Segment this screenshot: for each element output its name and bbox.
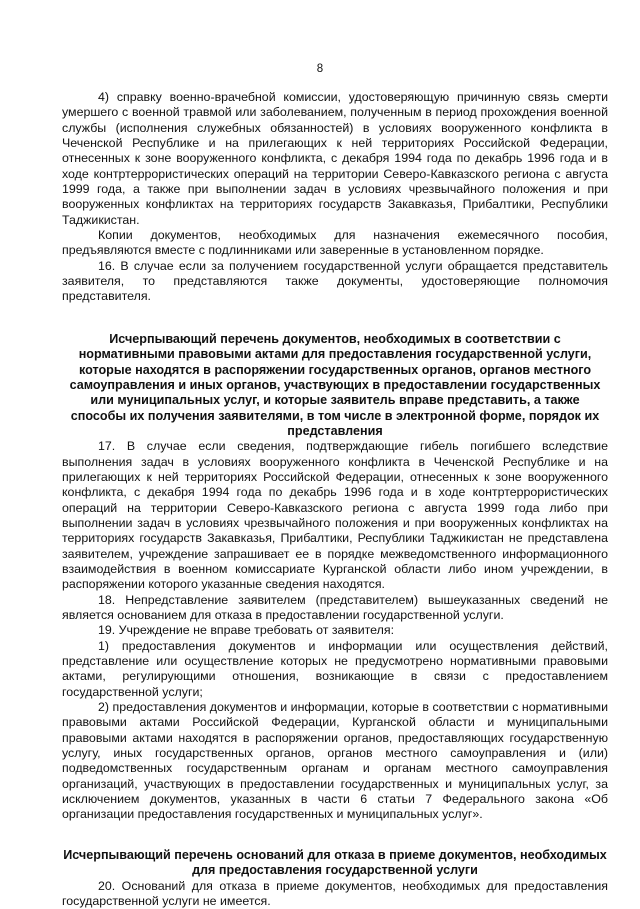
- section-heading-refusal-grounds: Исчерпывающий перечень оснований для отказа в приеме документов, необходимых для предоставления государственной услуги: [62, 848, 608, 879]
- paragraph-19-item-2: 2) предоставления документов и информации, которые в соответствии с нормативными правовыми актами Российской Федерации, Курганской области и муниципальными правовыми актами находятся в распоряжении органов, предоставляющих государственную услугу, иных государственных органов, органов местного самоуправления и (или) подведомственных государственным органам и органам местного самоуправления организаций, участвующих в предоставлении государственных и муниципальных услуг, за исключением документов, указанных в части 6 статьи 7 Федерального закона «Об организации предоставления государственных и муниципальных услуг».: [62, 700, 608, 823]
- page-number: 8: [0, 63, 640, 75]
- document-body: [62, 90, 608, 909]
- paragraph-17: 17. В случае если сведения, подтверждающие гибель погибшего вследствие выполнения задач в условиях вооруженного конфликта в Чеченской Республике и на прилегающих к ней территориях Российской Федерации, отнесенных к зоне вооруженного конфликта, с декабря 1994 года по декабрь 1996 года и в ходе контртеррористических операций на территории Северо-Кавказского региона с августа 1999 года либо при выполнении задач в условиях чрезвычайного положения и при вооруженных конфликтах на территориях государств Закавказья, Прибалтики, Республики Таджикистан не представлена заявителем, учреждение запрашивает ее в порядке межведомственного информационного взаимодействия в военном комиссариате Курганской области либо ином учреждении, в распоряжении которого указанные сведения находятся.: [62, 439, 608, 592]
- paragraph-18: 18. Непредставление заявителем (представителем) вышеуказанных сведений не является основанием для отказа в предоставлении государственной услуги.: [62, 593, 608, 624]
- paragraph-copies: Копии документов, необходимых для назначения ежемесячного пособия, предъявляются вместе с подлинниками или заверенные в установленном порядке.: [62, 228, 608, 259]
- paragraph-19-item-1: 1) предоставления документов и информации или осуществления действий, представление или осуществление которых не предусмотрено нормативными правовыми актами, регулирующими отношения, возникающие в связи с предоставлением государственной услуги;: [62, 639, 608, 700]
- paragraph-item-4-certificate: 4) справку военно-врачебной комиссии, удостоверяющую причинную связь смерти умершего с военной травмой или заболеванием, полученным в период прохождения военной службы (исполнения служебных обязанностей) в условиях вооруженного конфликта в Чеченской Республике и на прилегающих к ней территориях Российской Федерации, отнесенных к зоне вооруженного конфликта, с декабря 1994 года по декабрь 1996 года и в ходе контртеррористических операций на территории Северо-Кавказского региона с августа 1999 года, а также при выполнении задач в условиях чрезвычайного положения и при вооруженных конфликтах на территориях государств Закавказья, Прибалтики, Республики Таджикистан.: [62, 90, 608, 228]
- section-heading-documents-list: Исчерпывающий перечень документов, необходимых в соответствии с нормативными правовыми актами для предоставления государственной услуги, которые находятся в распоряжении государственных органов, органов местного самоуправления и иных органов, участвующих в предоставлении государственных или муниципальных услуг, и которые заявитель вправе представить, а также способы их получения заявителями, в том числе в электронной форме, порядок их представления: [62, 332, 608, 439]
- paragraph-20: 20. Оснований для отказа в приеме документов, необходимых для предоставления государственной услуги не имеется.: [62, 879, 608, 909]
- paragraph-16: 16. В случае если за получением государственной услуги обращается представитель заявителя, то представляются также документы, удостоверяющие полномочия представителя.: [62, 259, 608, 305]
- paragraph-19: 19. Учреждение не вправе требовать от заявителя:: [62, 623, 608, 638]
